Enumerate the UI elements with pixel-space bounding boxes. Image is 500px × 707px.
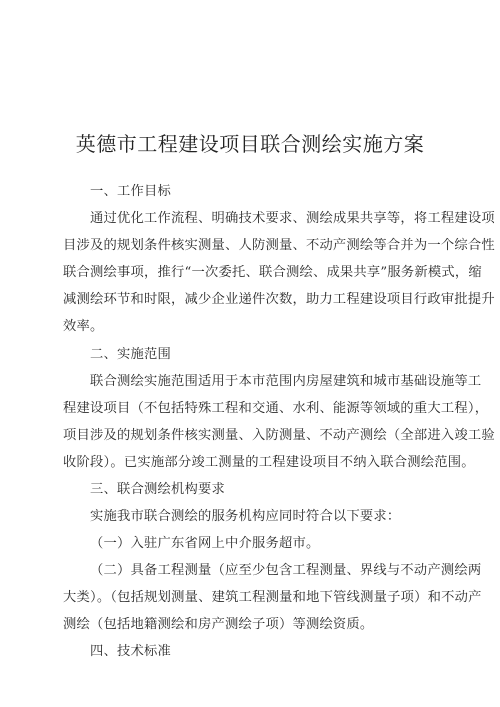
paragraph-line: 联合测绘事项，推行“一次委托、联合测绘、成果共享”服务新模式，缩 [63,265,482,280]
paragraph-line: 大类）。（包括规划测量、建筑工程测量和地下管线测量子项）和不动产 [63,590,482,605]
paragraph-line: 目涉及的规划条件核实测量、人防测量、不动产测绘等合并为一个综合性 [63,238,495,253]
section-heading-requirements: 三、联合测绘机构要求 [90,482,225,497]
section-heading-standards: 四、技术标准 [90,644,171,659]
paragraph-line: 测绘（包括地籍测绘和房产测绘子项）等测绘资质。 [63,617,374,632]
paragraph-line: （二）具备工程测量（应至少包含工程测量、界线与不动产测绘两 [90,563,482,578]
paragraph-line: 效率。 [63,319,104,334]
paragraph-line: 程建设项目（不包括特殊工程和交通、水利、能源等领域的重大工程）， [63,401,489,416]
paragraph-line: （一）入驻广东省网上中介服务超市。 [90,536,320,551]
paragraph-line: 减测绘环节和时限，减少企业递件次数，助力工程建设项目行政审批提升 [63,292,495,307]
paragraph-line: 联合测绘实施范围适用于本市范围内房屋建筑和城市基础设施等工 [90,374,482,389]
document-title: 英德市工程建设项目联合测绘实施方案 [75,132,425,156]
paragraph-line: 实施我市联合测绘的服务机构应同时符合以下要求： [90,509,401,524]
paragraph-line: 通过优化工作流程、明确技术要求、测绘成果共享等，将工程建设项 [90,211,495,226]
section-heading-goals: 一、工作目标 [90,184,171,199]
paragraph-line: 收阶段）。已实施部分竣工测量的工程建设项目不纳入联合测绘范围。 [63,455,475,470]
paragraph-line: 项目涉及的规划条件核实测量、入防测量、不动产测绘（全部进入竣工验 [63,428,495,443]
section-heading-scope: 二、实施范围 [90,347,171,362]
